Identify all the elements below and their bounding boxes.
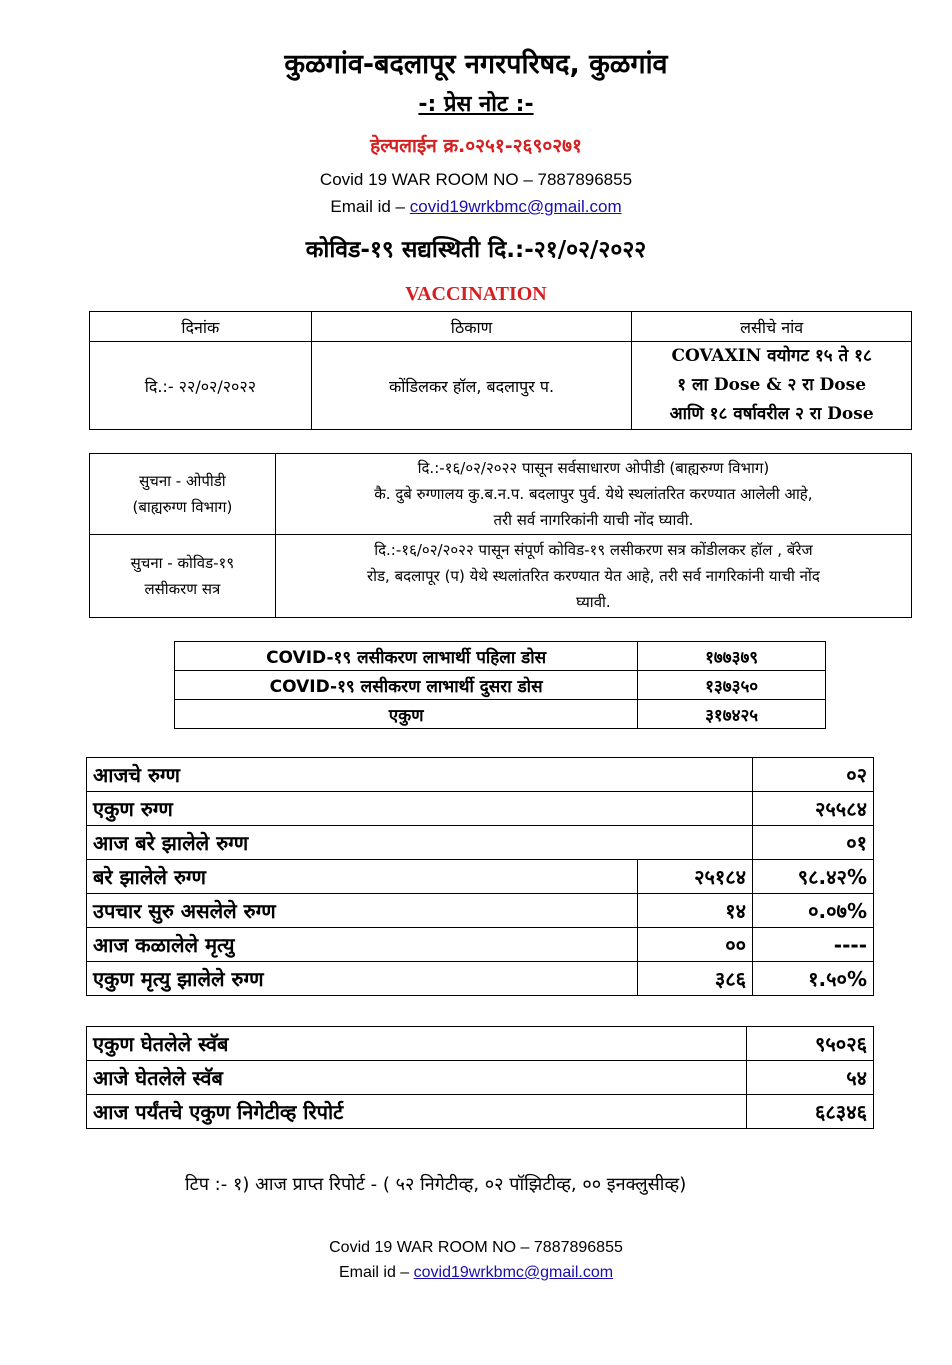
table-row [87, 928, 874, 962]
table-row [90, 535, 912, 618]
swab-statistics-table [86, 1026, 874, 1129]
stat-percent: ९८.४२% [753, 860, 874, 894]
stat-label: आज बरे झालेले रुग्ण [87, 826, 753, 860]
email-line [0, 197, 952, 217]
notice-title-line: सुचना - ओपीडी [139, 472, 226, 490]
vaccination-beneficiaries-table [174, 641, 826, 729]
helpline-number: हेल्पलाईन क्र.०२५१-२६९०२७१ [370, 135, 582, 157]
stat-label: एकुण घेतलेले स्वॅब [87, 1027, 747, 1061]
footer-email-label: Email id – [338, 1264, 414, 1281]
table-row [87, 826, 874, 860]
table-row [175, 700, 826, 729]
notice-text-line: दि.:-१६/०२/२०२२ पासून सर्वसाधारण ओपीडी (बाह्यरुग्ण विभाग) [417, 459, 770, 477]
stat-label: COVID-१९ लसीकरण लाभार्थी दुसरा डोस [175, 671, 638, 700]
stat-label: एकुण मृत्यु झालेले रुग्ण [87, 962, 638, 996]
email-label: Email id – [330, 197, 410, 216]
table-row [87, 758, 874, 792]
email-link[interactable]: covid19wrkbmc@gmail.com [409, 197, 622, 216]
table-row [175, 642, 826, 671]
notice-text-line: दि.:-१६/०२/२०२२ पासून संपूर्ण कोविड-१९ लसीकरण सत्र कोंडीलकर हॉल , बॅरेज [374, 541, 813, 559]
table-row [87, 1095, 874, 1129]
stat-value: ६८३४६ [747, 1095, 874, 1129]
stat-label: आज कळालेले मृत्यु [87, 928, 638, 962]
page-title: कुळगांव-बदलापूर नगरपरिषद, कुळगांव [284, 49, 668, 80]
vaccine-line: १ ला Dose & २ रा Dose [677, 375, 867, 395]
notice-text-line: कै. दुबे रुग्णालय कु.ब.न.प. बदलापुर पुर्व. येथे स्थलांतरित करण्यात आलेली आहे, [374, 485, 813, 503]
stat-value: १३७३५० [638, 671, 826, 700]
case-statistics-table [86, 757, 874, 996]
stat-value: २५५८४ [753, 792, 874, 826]
stat-label: बरे झालेले रुग्ण [87, 860, 638, 894]
table-row [87, 1027, 874, 1061]
press-note-heading: -: प्रेस नोट :- [418, 92, 534, 117]
notice-text-line: घ्यावी. [576, 593, 611, 611]
notice-text-line: रोड, बदलापूर (प) येथे स्थलांतरित करण्यात येत आहे, तरी सर्व नागरिकांनी याची नोंद [366, 567, 820, 585]
stat-count: १४ [638, 894, 753, 928]
stat-value: ५४ [747, 1061, 874, 1095]
notice-title [90, 535, 276, 618]
notice-text [275, 535, 911, 618]
table-row [87, 962, 874, 996]
stat-value: ९५०२६ [747, 1027, 874, 1061]
vaccination-place: कोंडिलकर हॉल, बदलापुर प. [311, 342, 632, 430]
stat-label: उपचार सुरु असलेले रुग्ण [87, 894, 638, 928]
stat-label: एकुण रुग्ण [87, 792, 753, 826]
vaccine-line: आणि १८ वर्षावरील २ रा Dose [669, 404, 874, 424]
report-note: टिप :- १) आज प्राप्त रिपोर्ट - ( ५२ निगेटीव्ह, ०२ पॉझिटीव्ह, ०० इनक्लुसीव्ह) [185, 1174, 687, 1195]
table-row [87, 894, 874, 928]
table-row [87, 1061, 874, 1095]
stat-label: एकुण [175, 700, 638, 729]
footer-email-link[interactable]: covid19wrkbmc@gmail.com [413, 1264, 614, 1281]
stat-count: ०० [638, 928, 753, 962]
notices-table [89, 453, 912, 618]
column-header-date: दिनांक [90, 312, 312, 342]
vaccination-date: दि.:- २२/०२/२०२२ [90, 342, 312, 430]
stat-value: ३१७४२५ [638, 700, 826, 729]
stat-label: COVID-१९ लसीकरण लाभार्थी पहिला डोस [175, 642, 638, 671]
stat-value: ०१ [753, 826, 874, 860]
status-date-heading: कोविड-१९ सद्यस्थिती दि.:-२१/०२/२०२२ [305, 237, 647, 263]
footer-email-line [0, 1264, 952, 1282]
notice-title-line: सुचना - कोविड-१९ [130, 554, 235, 572]
table-row [175, 671, 826, 700]
notice-title-line: (बाह्यरुग्ण विभाग) [132, 498, 233, 516]
table-row [87, 860, 874, 894]
stat-value: १७७३७९ [638, 642, 826, 671]
stat-percent: १.५०% [753, 962, 874, 996]
stat-label: आजचे रुग्ण [87, 758, 753, 792]
table-row [90, 454, 912, 535]
stat-percent: ०.०७% [753, 894, 874, 928]
notice-title-line: लसीकरण सत्र [144, 580, 221, 598]
notice-title [90, 454, 276, 535]
table-row [90, 342, 912, 430]
vaccination-schedule-table [89, 311, 912, 430]
vaccine-name [632, 342, 912, 430]
column-header-vaccine: लसीचे नांव [632, 312, 912, 342]
table-row [87, 792, 874, 826]
stat-value: ०२ [753, 758, 874, 792]
notice-text [275, 454, 911, 535]
stat-label: आजे घेतलेले स्वॅब [87, 1061, 747, 1095]
stat-count: ३८६ [638, 962, 753, 996]
column-header-place: ठिकाण [311, 312, 632, 342]
notice-text-line: तरी सर्व नागरिकांनी याची नोंद घ्यावी. [493, 511, 694, 529]
footer-war-room-number: Covid 19 WAR ROOM NO – 7887896855 [329, 1239, 623, 1256]
vaccination-heading: VACCINATION [405, 283, 547, 305]
stat-label: आज पर्यंतचे एकुण निगेटीव्ह रिपोर्ट [87, 1095, 747, 1129]
table-header-row [90, 312, 912, 342]
war-room-number: Covid 19 WAR ROOM NO – 7887896855 [319, 170, 633, 189]
vaccine-line: COVAXIN वयोगट १५ ते १८ [671, 346, 872, 366]
stat-percent: ---- [753, 928, 874, 962]
stat-count: २५१८४ [638, 860, 753, 894]
